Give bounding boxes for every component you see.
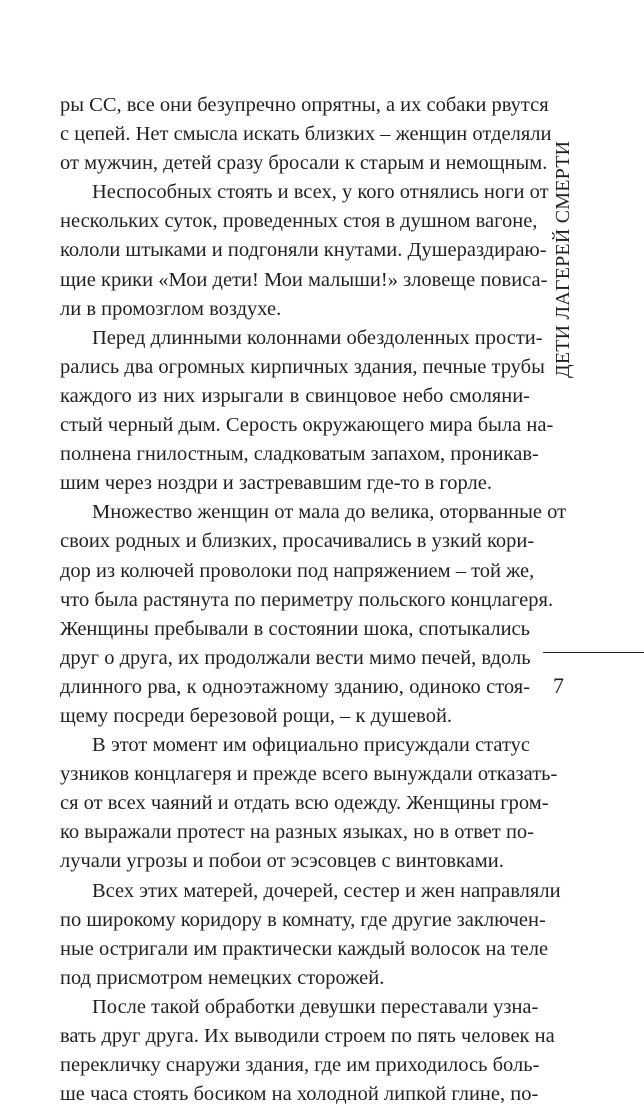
text-line: своих родных и близких, просачивались в узкий кори- <box>60 530 535 553</box>
text-line: ли в промозглом воздухе. <box>60 297 282 320</box>
text-line: Всех этих матерей, дочерей, сестер и жен направляли <box>92 879 561 902</box>
text-line: по широкому коридору в комнату, где другие заключен- <box>60 908 546 931</box>
text-line: рались два огромных кирпичных здания, печные трубы <box>60 355 545 378</box>
text-line: узников концлагеря и прежде всего вынуждали отказать- <box>60 763 558 786</box>
text-line: стый черный дым. Серость окружающего мира была на- <box>60 414 554 437</box>
text-line: щие крики «Мои дети! Мои малыши!» зловеще повиса- <box>60 268 548 291</box>
page-number: 7 <box>553 673 564 698</box>
text-line: ко выражали протест на разных языках, но в ответ по- <box>60 821 535 844</box>
text-line: с цепей. Нет смысла искать близких – женщин отделяли <box>60 123 552 146</box>
text-line: от мужчин, детей сразу бросали к старым и немощным. <box>60 152 548 175</box>
margin-rule <box>543 652 644 653</box>
text-line: ные остригали им практически каждый волосок на теле <box>60 937 549 960</box>
running-title: ДЕТИ ЛАГЕРЕЙ СМЕРТИ <box>552 140 574 378</box>
text-line: лучали угрозы и побои от эсэсовцев с винтовками. <box>60 850 504 873</box>
text-line: В этот момент им официально присуждали статус <box>92 734 530 757</box>
text-line: Множество женщин от мала до велика, оторванные от <box>92 501 567 524</box>
text-line: каждого из них изрыгали в свинцовое небо смоляни- <box>60 384 530 407</box>
text-line: друг о друга, их продолжали вести мимо печей, вдоль <box>60 646 531 669</box>
text-line: Перед длинными колоннами обездоленных прости- <box>92 326 543 349</box>
text-line: перекличку снаружи здания, где им приходилось боль- <box>60 1054 540 1077</box>
text-line: Женщины пребывали в состоянии шока, спотыкались <box>60 617 530 640</box>
text-line: шим через ноздри и застревавшим где-то в горле. <box>60 472 492 495</box>
text-line: что была растянута по периметру польского концлагеря. <box>60 588 554 611</box>
text-line: кололи штыками и подгоняли кнутами. Душераздираю- <box>60 239 547 262</box>
text-line: полнена гнилостным, сладковатым запахом, проникав- <box>60 443 539 466</box>
text-line: После такой обработки девушки переставали узна- <box>92 995 539 1018</box>
text-line: ше часа стоять босиком на холодной липкой глине, по- <box>60 1083 539 1106</box>
text-line: ры СС, все они безупречно опрятны, а их собаки рвутся <box>60 94 549 116</box>
text-line: вать друг друга. Их выводили строем по пять человек на <box>60 1025 555 1047</box>
text-line: нескольких суток, проведенных стоя в душном вагоне, <box>60 210 538 233</box>
text-line: щему посреди березовой рощи, – к душевой. <box>60 704 453 727</box>
text-line: длинного рва, к одноэтажному зданию, одиноко стоя- <box>60 675 530 698</box>
text-line: под присмотром немецких сторожей. <box>60 966 385 989</box>
text-line: дор из колючей проволоки под напряжением – той же, <box>60 559 535 582</box>
text-line: Неспособных стоять и всех, у кого отнялись ноги от <box>92 181 549 204</box>
text-line: ся от всех чаяний и отдать всю одежду. Женщины гром- <box>60 792 549 815</box>
